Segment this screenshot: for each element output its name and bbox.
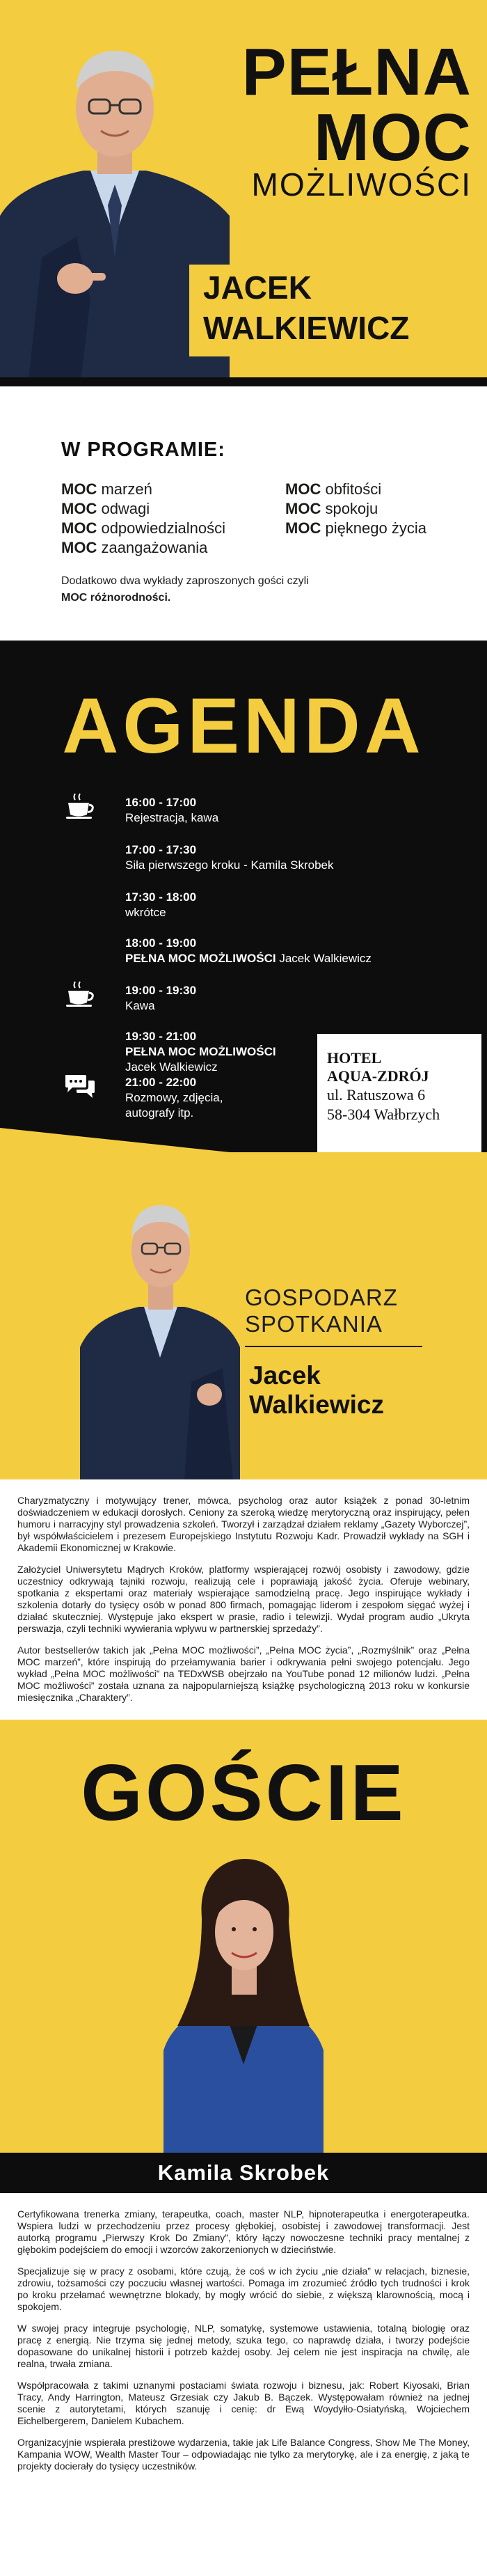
agenda-time: 16:00 - 17:00	[125, 796, 197, 809]
agenda-desc: Jacek Walkiewicz	[279, 952, 372, 965]
agenda-desc: Siła pierwszego kroku - Kamila Skrobek	[125, 858, 334, 872]
program-note	[61, 573, 309, 606]
hero-banner	[0, 0, 487, 386]
agenda-item	[125, 795, 218, 826]
host-portrait	[80, 1173, 240, 1479]
hero-bottom-stripe	[0, 377, 487, 386]
host-section	[0, 1152, 487, 1479]
program-item-bold: MOC	[61, 500, 97, 517]
coffee-cup-icon	[64, 792, 96, 820]
bio-paragraph: Założyciel Uniwersytetu Mądrych Kroków, platformy wspierającej rozwój osobisty i zawodowy, gdzie uczestnicy odkrywają tajniki rozwoju, realizują cele i poprawiają jakość życia. Oferuje webinary, spotkania z ekspertami oraz materiały wspierające samodzielną pracę. Jego inspirujące wykłady i szkolenia dotarły do tysięcy osób w ponad 800 firmach, pomagając liderom i zespołom sięgać wyżej i działać skuteczniej. Występuje jako ekspert w prasie, radio i telewizji. Wydał program audio „Ukryta perswazja, czyli techniki wywierania wpływu w partnerskiej sprzedaży”.	[17, 1564, 470, 1634]
agenda-desc-bold: PEŁNA MOC MOŻLIWOŚCI	[125, 1045, 276, 1058]
host-last-name: Walkiewicz	[249, 1390, 384, 1419]
guest-bio-paragraph: Specjalizuje się w pracy z osobami, które czują, że coś w ich życiu „nie działa” w relacjach, biznesie, zdrowiu, tożsamości czy poczuciu własnej wartości. Pomaga im zrozumieć źródło tych trudności i krok po kroku przełamać wewnętrzne blokady, by mogły wrócić do siebie, z większą klarownością, mocą i spokojem.	[17, 2265, 470, 2312]
agenda-desc: Jacek Walkiewicz	[125, 1060, 218, 1074]
speaker-name-box	[189, 265, 476, 356]
guests-title: GOŚCIE	[81, 1749, 406, 1837]
program-item-bold: MOC	[285, 480, 321, 498]
agenda-title: AGENDA	[62, 682, 425, 769]
guest-bio-section	[0, 2193, 487, 2576]
title-line-1: PEŁNA	[241, 35, 472, 109]
program-item-text: marzeń	[101, 480, 152, 498]
venue-card	[317, 1034, 481, 1152]
agenda-item	[125, 983, 196, 1014]
agenda-desc: Rejestracja, kawa	[125, 811, 219, 824]
agenda-time: 19:30 - 21:00	[125, 1030, 197, 1043]
program-item-text: spokoju	[325, 500, 378, 517]
program-item	[285, 499, 426, 519]
program-item-text: odwagi	[101, 500, 150, 517]
agenda-desc-line	[125, 951, 372, 966]
venue-address-line-2: 58-304 Wałbrzych	[327, 1106, 440, 1123]
guest-bio-paragraph: Organizacyjnie wspierała prestiżowe wydarzenia, takie jak Life Balance Congress, Show Me The Money, Kampania WOW, Wealth Master Tour – odpowiadając nie tylko za merytorykę, ale i za energię, z jaką te projekty docierały do tysięcy uczestników.	[17, 2437, 470, 2472]
program-item-bold: MOC	[61, 539, 97, 556]
program-list-left	[61, 480, 225, 558]
program-note-text: Dodatkowo dwa wykłady zaproszonych gości czyli	[61, 575, 309, 587]
venue-name-line-1: HOTEL	[327, 1049, 382, 1067]
agenda-item	[125, 936, 372, 966]
agenda-item	[125, 890, 196, 920]
guest-portrait	[150, 1841, 337, 2169]
agenda-item	[125, 842, 334, 873]
host-name	[249, 1361, 384, 1420]
host-bio-section	[0, 1479, 487, 1720]
program-note-bold: MOC różnorodności.	[61, 592, 171, 604]
agenda-time: 18:00 - 19:00	[125, 936, 197, 950]
coffee-cup-icon	[64, 980, 96, 1008]
guest-bio-paragraph: Współpracowała z takimi uznanymi postaciami świata rozwoju i biznesu, jak: Robert Kiyosaki, Brian Tracy, Andy Harrington, Mateusz Grzesiak czy Jakub B. Bączek. Występowałam również na jednej scenie z autorytetami, których szanuję i cenię: dr Ewą Woydyłło-Osiatyńską, Wojciechem Eichelbergerem, Danielem Kubachem.	[17, 2380, 470, 2426]
agenda-time: 17:30 - 18:00	[125, 890, 197, 904]
bio-paragraph: Autor bestsellerów takich jak „Pełna MOC możliwości”, „Pełna MOC życia”, „Rozmyślnik” oraz „Pełna MOC marzeń”, które inspirują do przełamywania barier i odkrywania pełni swojego potencjału. Jego wykład „Pełna MOC możliwości” na TEDxWSB obejrzało na YouTube ponad 12 milionów ludzi. „Pełna MOC możliwości” została uznana za najpopularniejszą książkę psychologiczną 2013 roku w konkursie miesięcznika „Charaktery”.	[17, 1644, 470, 1703]
program-item	[285, 519, 426, 538]
guest-bio-paragraph: W swojej pracy integruje psychologię, NLP, somatykę, systemowe ustawienia, totalną biologię oraz pracę z energią. Nie trzyma się jednej metody, szuka tego, co naprawdę działa, i tworzy podejście dopasowane do unikalnej historii i potrzeb każdej osoby. Jej celem nie jest inspiracja na chwilę, ale realna, trwała zmiana.	[17, 2323, 470, 2369]
program-section	[0, 386, 487, 641]
program-heading: W PROGRAMIE:	[61, 439, 225, 461]
agenda-desc-bold: PEŁNA MOC MOŻLIWOŚCI	[125, 952, 276, 965]
program-item-text: odpowiedzialności	[101, 519, 226, 537]
agenda-desc: Kawa	[125, 999, 155, 1012]
agenda-time: 17:00 - 17:30	[125, 843, 197, 856]
program-item-bold: MOC	[285, 519, 321, 537]
agenda-time: 21:00 - 22:00	[125, 1076, 197, 1089]
program-item-text: pięknego życia	[325, 519, 426, 537]
guest-bio-paragraph: Certyfikowana trenerka zmiany, terapeutka, coach, master NLP, hipnoterapeutka i energoterapeutka. Wspiera ludzi w przechodzeniu przez procesy głębokiej, osobistej i zawodowej transformacji. Jest autorką programu „Pierwszy Krok Do Zmiany”, który łączy nowoczesne techniki pracy mentalnej z głębokim podejściem do emocji i wzorców zakorzenionych w dzieciństwie.	[17, 2208, 470, 2255]
agenda-desc: wkrótce	[125, 906, 166, 919]
title-line-3: MOŻLIWOŚCI	[251, 166, 472, 203]
venue-address-line-1: ul. Ratuszowa 6	[327, 1086, 426, 1104]
program-item-bold: MOC	[61, 480, 97, 498]
program-list-right	[285, 480, 426, 538]
guest-name: Kamila Skrobek	[157, 2160, 330, 2185]
agenda-desc: Rozmowy, zdjęcia, autografy itp.	[125, 1091, 223, 1120]
bio-paragraph: Charyzmatyczny i motywujący trener, mówca, psycholog oraz autor książek z ponad 30-letnim doświadczeniem w edukacji dorosłych. Ceniony za szeroką wiedzę merytoryczną oraz inspirujący, pełen humoru i narracyjny styl prowadzenia szkoleń. Tworzył i zarządzał działem reklamy „Gazety Wyborczej”, był współwłaścicielem i prezesem Europejskiego Instytutu Rozwoju Kadr. Prowadził wykłady na SGH i Akademii Ekonomicznej w Krakowie.	[17, 1495, 470, 1553]
program-item	[61, 519, 225, 538]
venue-name-line-2: AQUA-ZDRÓJ	[327, 1067, 429, 1085]
program-item	[61, 480, 225, 499]
host-label	[245, 1285, 398, 1337]
host-divider	[245, 1346, 422, 1347]
program-item-text: zaangażowania	[101, 539, 208, 556]
program-item	[61, 499, 225, 519]
agenda-section	[0, 641, 487, 1152]
program-item	[61, 538, 225, 558]
host-first-name: Jacek	[249, 1361, 321, 1390]
program-item-bold: MOC	[61, 519, 97, 537]
guests-section	[0, 1720, 487, 2193]
title-line-2: MOC	[314, 100, 472, 175]
agenda-item	[125, 1029, 276, 1075]
speaker-first-name: JACEK	[203, 269, 312, 306]
host-label-line-1: GOSPODARZ	[245, 1285, 398, 1310]
agenda-time: 19:00 - 19:30	[125, 984, 197, 997]
host-label-line-2: SPOTKANIA	[245, 1311, 383, 1337]
program-item-bold: MOC	[285, 500, 321, 517]
speaker-last-name: WALKIEWICZ	[203, 310, 410, 346]
program-item	[285, 480, 426, 499]
program-item-text: obfitości	[325, 480, 382, 498]
